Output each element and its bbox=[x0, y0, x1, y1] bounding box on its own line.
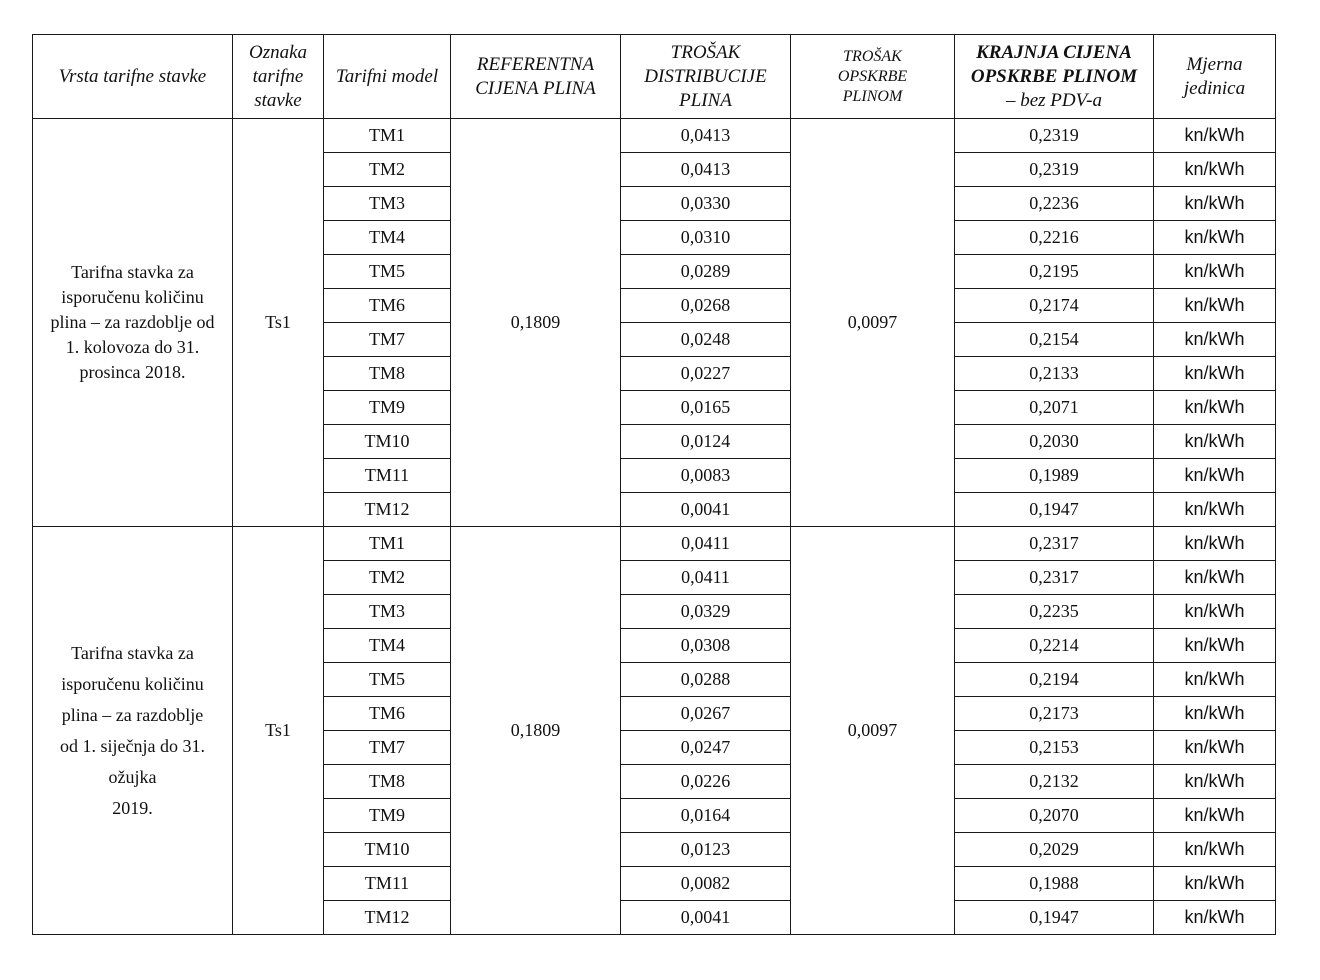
header-krajnja-line: KRAJNJA CIJENA bbox=[976, 41, 1132, 63]
final-price-cell: 0,2030 bbox=[955, 425, 1154, 459]
header-opskrba-line: TROŠAK bbox=[843, 47, 902, 65]
distribution-cost-cell: 0,0330 bbox=[621, 187, 791, 221]
tariff-model-cell: TM1 bbox=[324, 527, 451, 561]
unit-cell: kn/kWh bbox=[1154, 459, 1276, 493]
final-price-cell: 0,2214 bbox=[955, 629, 1154, 663]
distribution-cost-cell: 0,0310 bbox=[621, 221, 791, 255]
distribution-cost-cell: 0,0267 bbox=[621, 697, 791, 731]
unit-cell: kn/kWh bbox=[1154, 561, 1276, 595]
tariff-description-line: 1. kolovoza do 31. bbox=[65, 337, 200, 357]
header-distribucija-line: TROŠAK bbox=[670, 41, 741, 63]
tariff-model-cell: TM10 bbox=[324, 425, 451, 459]
final-price-cell: 0,2133 bbox=[955, 357, 1154, 391]
final-price-cell: 0,2070 bbox=[955, 799, 1154, 833]
tariff-description-line: isporučenu količinu bbox=[61, 287, 204, 307]
unit-cell: kn/kWh bbox=[1154, 357, 1276, 391]
final-price-cell: 0,2173 bbox=[955, 697, 1154, 731]
final-price-cell: 0,1947 bbox=[955, 493, 1154, 527]
tariff-model-cell: TM9 bbox=[324, 391, 451, 425]
final-price-cell: 0,2317 bbox=[955, 561, 1154, 595]
final-price-cell: 0,2195 bbox=[955, 255, 1154, 289]
distribution-cost-cell: 0,0413 bbox=[621, 153, 791, 187]
tariff-model-cell: TM5 bbox=[324, 255, 451, 289]
distribution-cost-cell: 0,0268 bbox=[621, 289, 791, 323]
header-referentna bbox=[451, 35, 621, 119]
tariff-description-line: prosinca 2018. bbox=[79, 362, 186, 382]
tariff-description-line: ožujka bbox=[108, 766, 157, 787]
header-referentna-line: REFERENTNA bbox=[476, 53, 595, 75]
distribution-cost-cell: 0,0247 bbox=[621, 731, 791, 765]
header-oznaka-line: stavke bbox=[254, 89, 302, 111]
final-price-cell: 0,2071 bbox=[955, 391, 1154, 425]
final-price-cell: 0,2132 bbox=[955, 765, 1154, 799]
unit-cell: kn/kWh bbox=[1154, 629, 1276, 663]
table-row bbox=[33, 527, 1276, 561]
unit-cell: kn/kWh bbox=[1154, 833, 1276, 867]
unit-cell: kn/kWh bbox=[1154, 697, 1276, 731]
final-price-cell: 0,1988 bbox=[955, 867, 1154, 901]
tariff-model-cell: TM7 bbox=[324, 731, 451, 765]
unit-cell: kn/kWh bbox=[1154, 119, 1276, 153]
reference-price-cell: 0,1809 bbox=[451, 527, 621, 935]
header-krajnja-line: OPSKRBE PLINOM bbox=[970, 65, 1138, 87]
header-opskrba-line: OPSKRBE bbox=[837, 67, 908, 85]
tariff-model-cell: TM2 bbox=[324, 153, 451, 187]
tariff-description-line: od 1. siječnja do 31. bbox=[60, 735, 205, 756]
final-price-cell: 0,2029 bbox=[955, 833, 1154, 867]
header-distribucija bbox=[621, 35, 791, 119]
distribution-cost-cell: 0,0413 bbox=[621, 119, 791, 153]
distribution-cost-cell: 0,0124 bbox=[621, 425, 791, 459]
tariff-model-cell: TM11 bbox=[324, 867, 451, 901]
distribution-cost-cell: 0,0041 bbox=[621, 493, 791, 527]
unit-cell: kn/kWh bbox=[1154, 867, 1276, 901]
distribution-cost-cell: 0,0041 bbox=[621, 901, 791, 935]
unit-cell: kn/kWh bbox=[1154, 493, 1276, 527]
tariff-code-cell: Ts1 bbox=[233, 527, 324, 935]
header-oznaka-line: Oznaka bbox=[248, 41, 308, 63]
final-price-cell: 0,2216 bbox=[955, 221, 1154, 255]
tariff-description-line: Tarifna stavka za bbox=[71, 642, 194, 663]
distribution-cost-cell: 0,0329 bbox=[621, 595, 791, 629]
distribution-cost-cell: 0,0411 bbox=[621, 527, 791, 561]
unit-cell: kn/kWh bbox=[1154, 731, 1276, 765]
tariff-description-line: plina – za razdoblje od bbox=[50, 312, 215, 332]
header-vrsta: Vrsta tarifne stavke bbox=[33, 35, 233, 119]
header-jedinica-line: jedinica bbox=[1183, 77, 1246, 99]
header-jedinica bbox=[1154, 35, 1276, 119]
tariff-model-cell: TM4 bbox=[324, 629, 451, 663]
distribution-cost-cell: 0,0226 bbox=[621, 765, 791, 799]
distribution-cost-cell: 0,0289 bbox=[621, 255, 791, 289]
tariff-model-cell: TM12 bbox=[324, 901, 451, 935]
unit-cell: kn/kWh bbox=[1154, 663, 1276, 697]
tariff-description-cell bbox=[33, 527, 233, 935]
unit-cell: kn/kWh bbox=[1154, 391, 1276, 425]
unit-cell: kn/kWh bbox=[1154, 527, 1276, 561]
tariff-description-line: plina – za razdoblje bbox=[61, 704, 204, 725]
tariff-model-cell: TM9 bbox=[324, 799, 451, 833]
tariff-model-cell: TM6 bbox=[324, 697, 451, 731]
tariff-model-cell: TM6 bbox=[324, 289, 451, 323]
reference-price-cell: 0,1809 bbox=[451, 119, 621, 527]
distribution-cost-cell: 0,0248 bbox=[621, 323, 791, 357]
distribution-cost-cell: 0,0123 bbox=[621, 833, 791, 867]
distribution-cost-cell: 0,0308 bbox=[621, 629, 791, 663]
unit-cell: kn/kWh bbox=[1154, 323, 1276, 357]
tariff-description-line: isporučenu količinu bbox=[61, 673, 204, 694]
unit-cell: kn/kWh bbox=[1154, 255, 1276, 289]
header-krajnja bbox=[955, 35, 1154, 119]
final-price-cell: 0,1989 bbox=[955, 459, 1154, 493]
header-opskrba bbox=[791, 35, 955, 119]
tariff-model-cell: TM8 bbox=[324, 357, 451, 391]
tariff-description-cell bbox=[33, 119, 233, 527]
final-price-cell: 0,2319 bbox=[955, 153, 1154, 187]
supply-cost-cell: 0,0097 bbox=[791, 119, 955, 527]
final-price-cell: 0,2317 bbox=[955, 527, 1154, 561]
tariff-description-line: Tarifna stavka za bbox=[71, 262, 194, 282]
unit-cell: kn/kWh bbox=[1154, 595, 1276, 629]
header-opskrba-line: PLINOM bbox=[842, 87, 903, 105]
tariff-model-cell: TM12 bbox=[324, 493, 451, 527]
table-row bbox=[33, 119, 1276, 153]
final-price-cell: 0,2319 bbox=[955, 119, 1154, 153]
distribution-cost-cell: 0,0164 bbox=[621, 799, 791, 833]
tariff-model-cell: TM3 bbox=[324, 595, 451, 629]
unit-cell: kn/kWh bbox=[1154, 289, 1276, 323]
tariff-model-cell: TM2 bbox=[324, 561, 451, 595]
tariff-code-cell: Ts1 bbox=[233, 119, 324, 527]
tariff-model-cell: TM10 bbox=[324, 833, 451, 867]
final-price-cell: 0,2235 bbox=[955, 595, 1154, 629]
tariff-model-cell: TM1 bbox=[324, 119, 451, 153]
tariff-model-cell: TM7 bbox=[324, 323, 451, 357]
header-referentna-line: CIJENA PLINA bbox=[475, 77, 596, 99]
header-jedinica-line: Mjerna bbox=[1186, 53, 1243, 75]
unit-cell: kn/kWh bbox=[1154, 425, 1276, 459]
distribution-cost-cell: 0,0288 bbox=[621, 663, 791, 697]
tariff-description-line: 2019. bbox=[112, 797, 153, 818]
final-price-cell: 0,2236 bbox=[955, 187, 1154, 221]
final-price-cell: 0,2194 bbox=[955, 663, 1154, 697]
distribution-cost-cell: 0,0411 bbox=[621, 561, 791, 595]
table-header bbox=[33, 35, 1276, 119]
unit-cell: kn/kWh bbox=[1154, 765, 1276, 799]
tariff-model-cell: TM3 bbox=[324, 187, 451, 221]
header-krajnja-line: – bez PDV-a bbox=[1005, 89, 1103, 111]
unit-cell: kn/kWh bbox=[1154, 901, 1276, 935]
header-distribucija-line: PLINA bbox=[679, 89, 732, 111]
table-body bbox=[33, 119, 1276, 935]
header-model: Tarifni model bbox=[324, 35, 451, 119]
final-price-cell: 0,2153 bbox=[955, 731, 1154, 765]
tariff-model-cell: TM11 bbox=[324, 459, 451, 493]
distribution-cost-cell: 0,0083 bbox=[621, 459, 791, 493]
unit-cell: kn/kWh bbox=[1154, 799, 1276, 833]
final-price-cell: 0,2154 bbox=[955, 323, 1154, 357]
distribution-cost-cell: 0,0082 bbox=[621, 867, 791, 901]
unit-cell: kn/kWh bbox=[1154, 221, 1276, 255]
supply-cost-cell: 0,0097 bbox=[791, 527, 955, 935]
unit-cell: kn/kWh bbox=[1154, 187, 1276, 221]
distribution-cost-cell: 0,0165 bbox=[621, 391, 791, 425]
distribution-cost-cell: 0,0227 bbox=[621, 357, 791, 391]
tariff-model-cell: TM4 bbox=[324, 221, 451, 255]
unit-cell: kn/kWh bbox=[1154, 153, 1276, 187]
final-price-cell: 0,2174 bbox=[955, 289, 1154, 323]
tariff-model-cell: TM8 bbox=[324, 765, 451, 799]
header-oznaka bbox=[233, 35, 324, 119]
tariff-table bbox=[32, 34, 1276, 935]
header-oznaka-line: tarifne bbox=[252, 65, 304, 87]
tariff-model-cell: TM5 bbox=[324, 663, 451, 697]
final-price-cell: 0,1947 bbox=[955, 901, 1154, 935]
header-distribucija-line: DISTRIBUCIJE bbox=[644, 65, 767, 87]
